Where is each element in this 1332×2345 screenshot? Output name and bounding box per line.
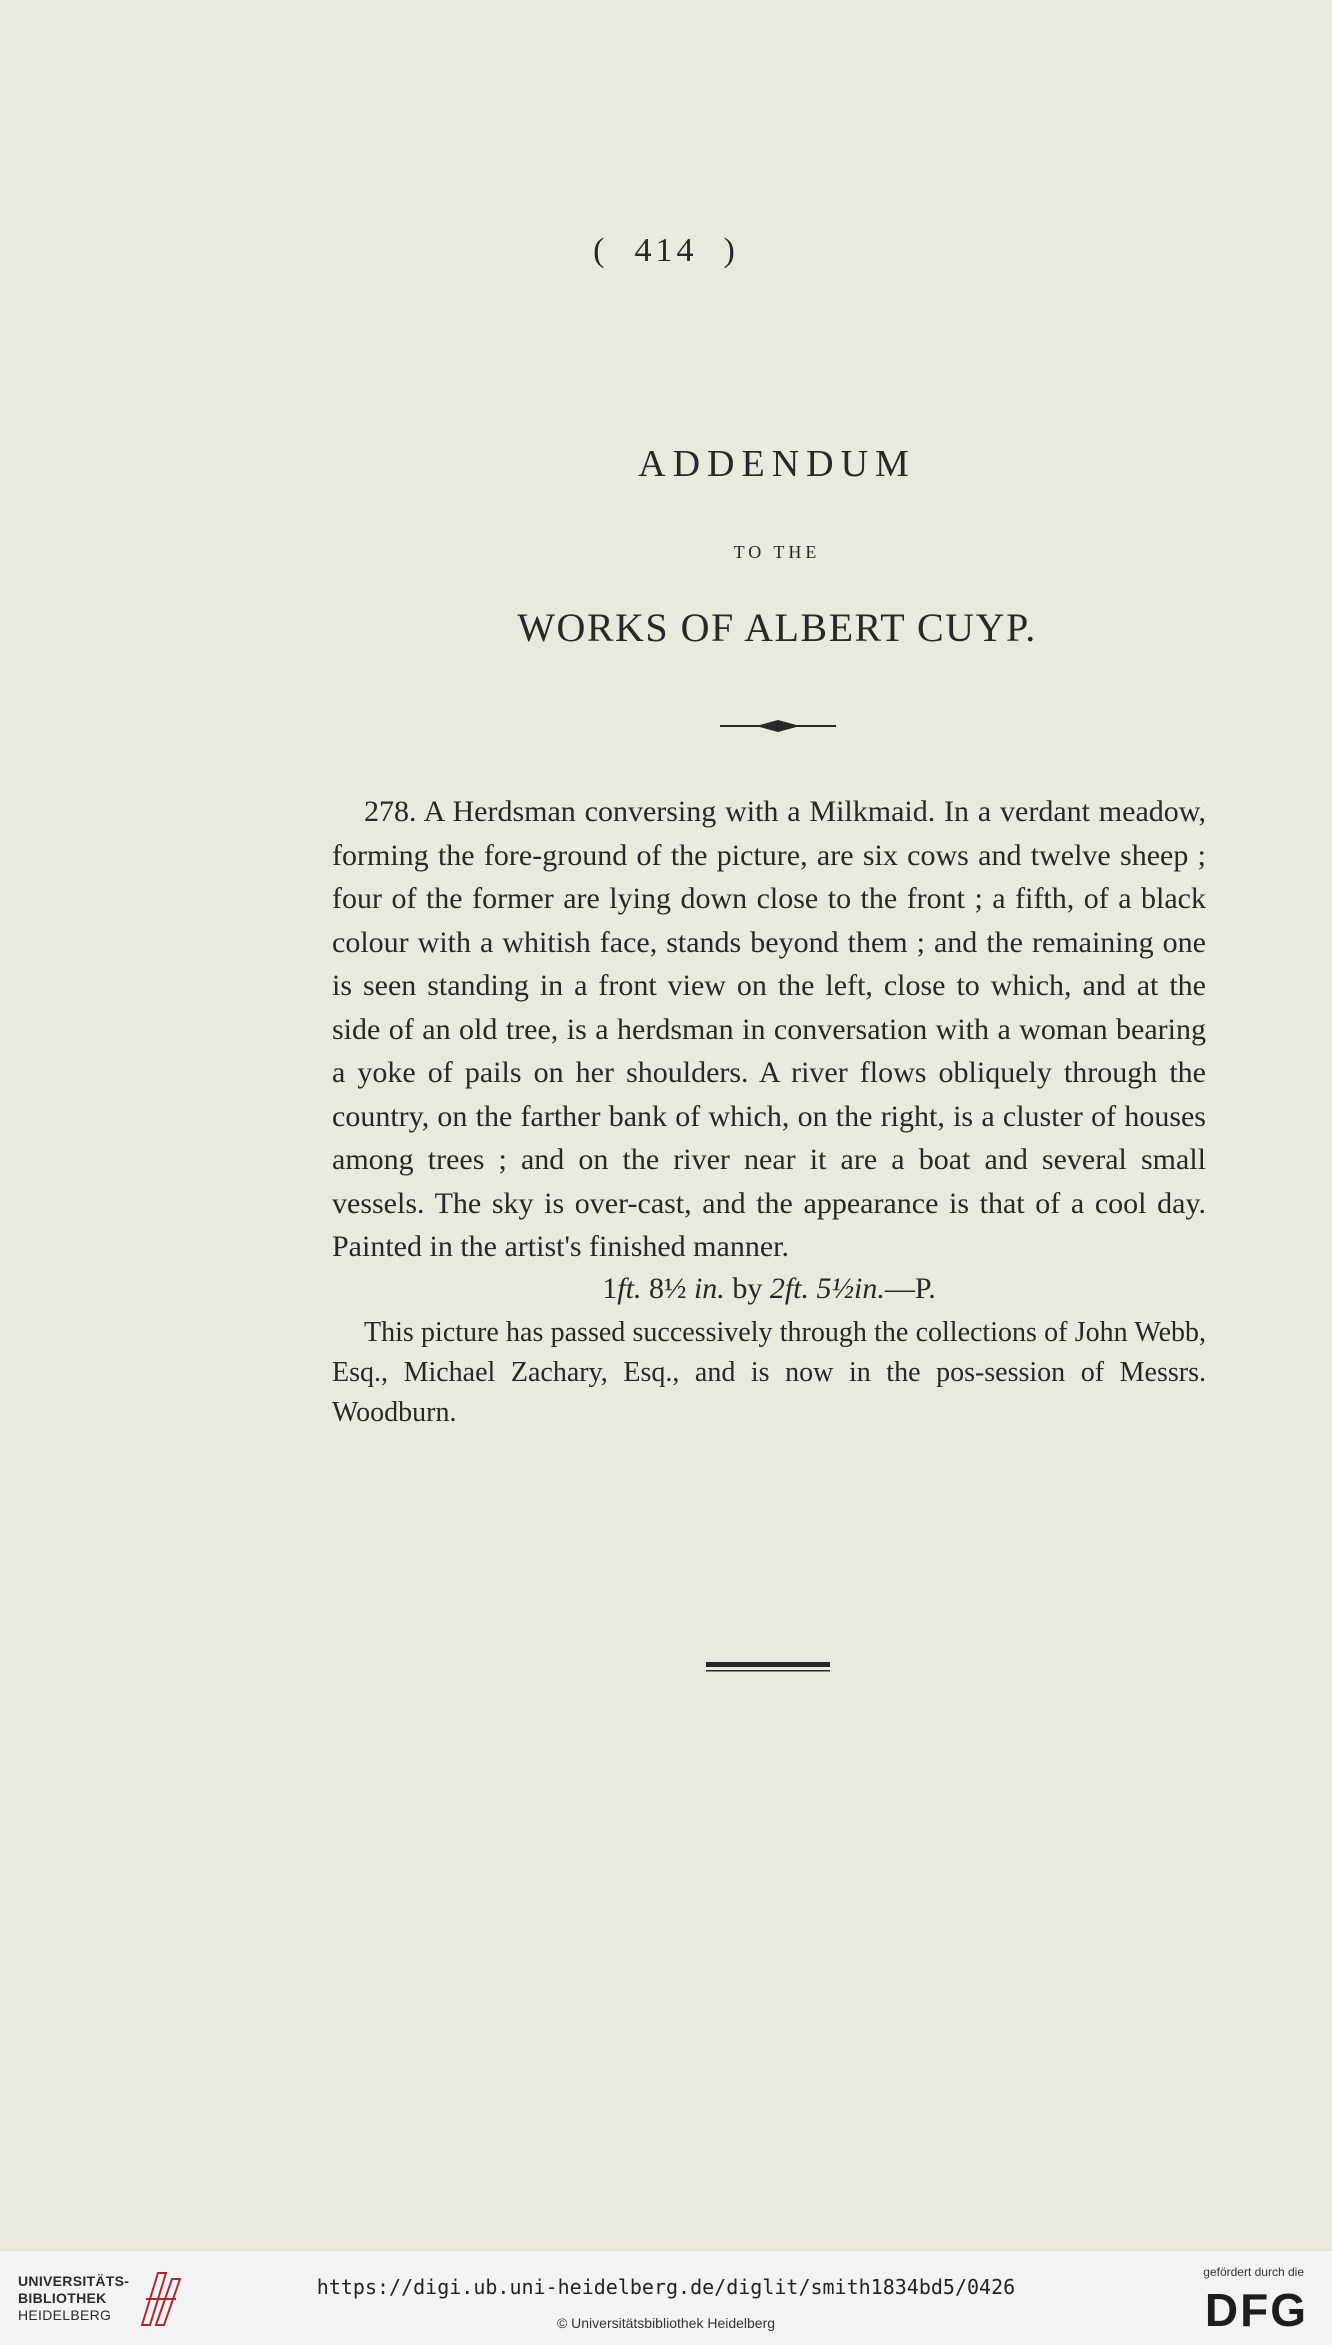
dfg-logo[interactable]: DFG [1204, 2284, 1308, 2336]
page-subtitle: WORKS OF ALBERT CUYP. [517, 605, 1037, 650]
page-number-open-paren: ( [593, 232, 609, 269]
provenance-paragraph: This picture has passed successively through the collections of John Webb, Esq., Michael Zachary, Esq., and is now in the pos-session of Messrs. Woodburn. [332, 1316, 1206, 1428]
double-rule-divider-icon [706, 1660, 830, 1674]
entry-body [332, 790, 1206, 1433]
dim-height-feet: 1 [602, 1271, 618, 1305]
dim-by: by [732, 1271, 763, 1305]
library-logo-line3: HEIDELBERG [18, 2307, 112, 2323]
entry-paragraph: 278. A Herdsman conversing with a Milkmaid. In a verdant meadow, forming the fore-ground of the picture, are six cows and twelve sheep ; four of the former are lying down close to the front ; a fifth, of a black colour with a whitish face, stands beyond them ; and the remaining one is seen standing in a front view on the left, close to which, and at the side of an old tree, is a herdsman in conversation with a woman bearing a yoke of pails on her shoulders. A river flows obliquely through the country, on the farther bank of which, on the right, is a cluster of houses among trees ; and on the river near it are a boat and several small vessels. The sky is over-cast, and the appearance is that of a cool day. Painted in the artist's finished manner. [332, 795, 1206, 1263]
funding-note: gefördert durch die [1203, 2265, 1304, 2279]
dim-height-inches: 8½ [648, 1271, 687, 1305]
page-url-link[interactable]: https://digi.ub.uni-heidelberg.de/diglit/smith1834bd5/0426 [316, 2275, 1016, 2299]
library-logo-line1: UNIVERSITÄTS- [18, 2273, 130, 2289]
dimensions-line [332, 1269, 1206, 1309]
dim-width-feet: 2 [769, 1271, 785, 1305]
ornament-divider-icon [720, 716, 836, 736]
dim-height-inches-unit: in. [693, 1271, 725, 1305]
page-title: ADDENDUM [638, 443, 916, 485]
dim-suffix: —P. [884, 1271, 936, 1305]
page-number [0, 232, 1332, 270]
title-connector: TO THE [733, 542, 821, 562]
dim-width-feet-unit: ft. [784, 1271, 809, 1305]
page-number-value: 414 [634, 232, 698, 269]
viewer-footer [0, 2250, 1332, 2345]
library-logo-line2: BIBLIOTHEK [18, 2290, 107, 2306]
dim-width-inches-unit: in. [853, 1271, 885, 1305]
dim-width-inches: 5½ [816, 1271, 854, 1305]
page-number-close-paren: ) [723, 232, 739, 269]
dim-height-feet-unit: ft. [617, 1271, 642, 1305]
copyright-notice: © Universitätsbibliothek Heidelberg [556, 2315, 776, 2331]
